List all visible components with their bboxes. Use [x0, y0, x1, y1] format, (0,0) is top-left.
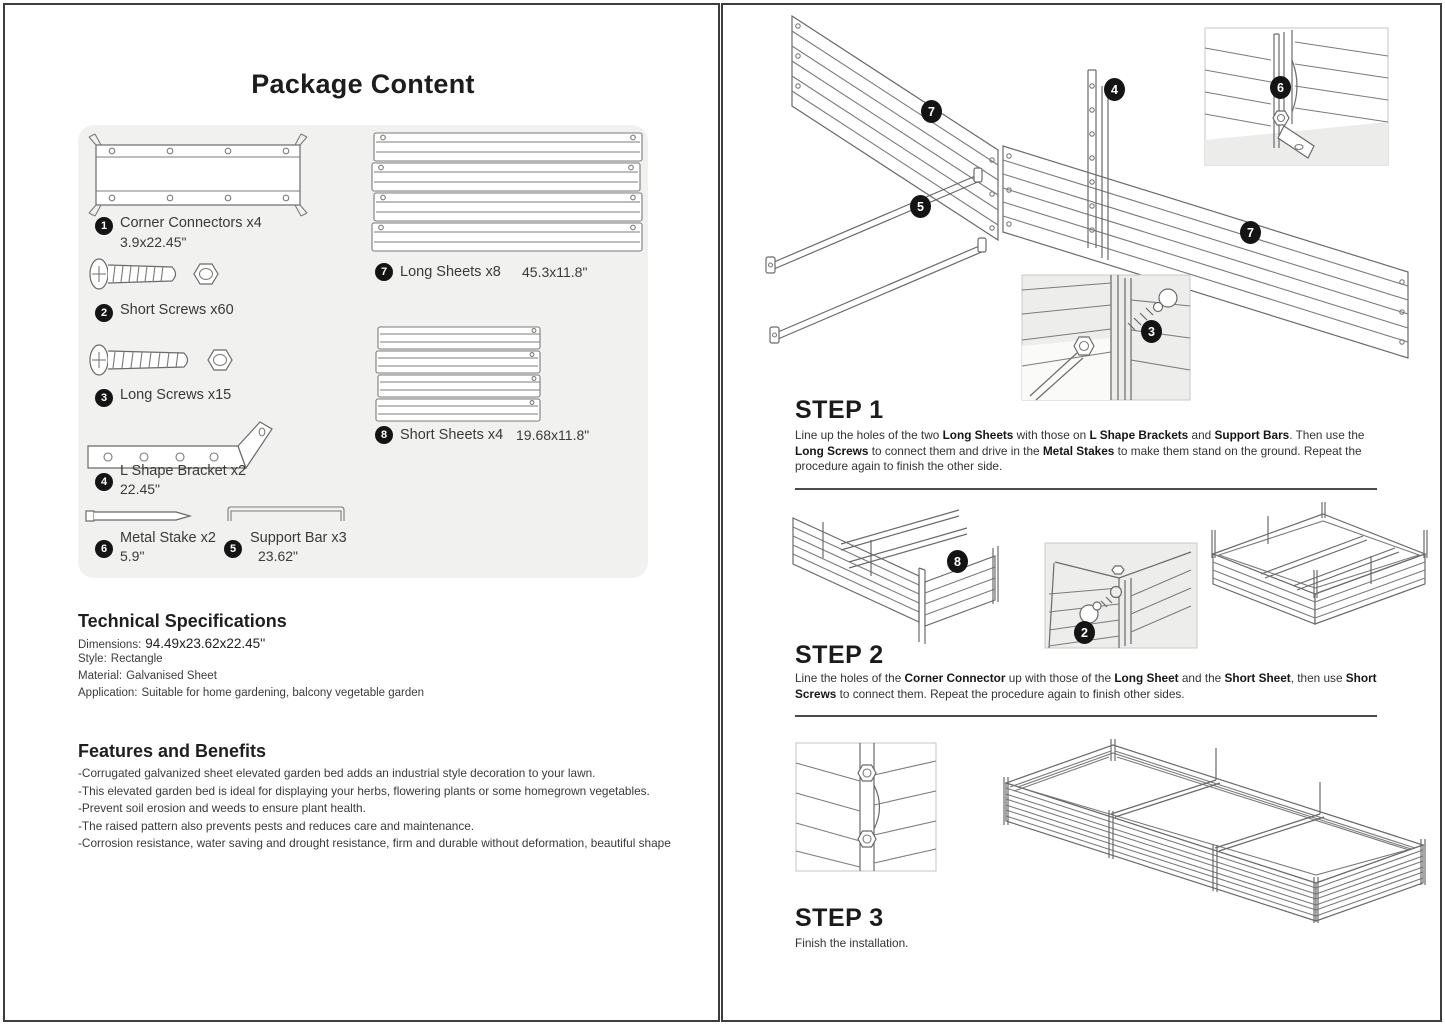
spec-row: Style: Rectangle [78, 653, 163, 665]
divider-rule [795, 715, 1377, 717]
tech-specs-heading: Technical Specifications [78, 611, 287, 631]
corner-connector-drawing [86, 133, 314, 219]
short-screw-drawing [86, 251, 246, 297]
part-number-badge: 3 [95, 389, 113, 407]
diagram-badge-short-screw: 2 [1074, 621, 1095, 644]
step3-heading: STEP 3 [795, 904, 884, 932]
step1-heading: STEP 1 [795, 396, 884, 424]
feature-item: -The raised pattern also prevents pests and reduces care and maintenance. [78, 818, 475, 833]
support-bar-drawing [220, 503, 352, 525]
part-dimension: 23.62" [258, 548, 299, 564]
spec-row: Dimensions: 94.49x23.62x22.45'' [78, 636, 266, 651]
step3-text: Finish the installation. [795, 936, 909, 950]
step3-diagram [723, 733, 1435, 928]
long-sheets-drawing [372, 131, 646, 255]
tech-specs-list [78, 636, 424, 704]
part-number-badge: 6 [95, 540, 113, 558]
part-label: Short Screws x60 [120, 302, 234, 318]
feature-item: -Corrosion resistance, water saving and drought resistance, firm and durable without deformation, beautiful shape [78, 836, 671, 850]
part-number-badge: 4 [95, 473, 113, 491]
part-dimension: 5.9" [120, 548, 145, 564]
part-number-badge: 7 [375, 263, 393, 281]
diagram-badge-long-screw: 3 [1141, 320, 1162, 343]
feature-item: -Corrugated galvanized sheet elevated garden bed adds an industrial style decoration to your lawn. [78, 766, 596, 780]
diagram-badge-l-bracket: 4 [1104, 78, 1125, 101]
step2-heading: STEP 2 [795, 641, 884, 669]
part-number-badge: 2 [95, 304, 113, 322]
part-label: Long Screws x15 [120, 387, 232, 403]
part-number-badge: 5 [224, 540, 242, 558]
part-label: L Shape Bracket x2 [120, 463, 247, 479]
part-label: Corner Connectors x4 [120, 215, 262, 231]
features-list [78, 766, 671, 854]
part-dimension: 3.9x22.45" [120, 234, 187, 250]
package-content-panel [3, 3, 720, 1022]
diagram-badge-long-sheet: 7 [921, 100, 942, 123]
part-dimension: 45.3x11.8" [522, 264, 588, 280]
spec-row: Material: Galvanised Sheet [78, 670, 217, 682]
short-sheets-drawing [376, 325, 546, 421]
assembly-steps-panel [721, 3, 1442, 1022]
part-number-badge: 8 [375, 426, 393, 444]
part-number-badge: 1 [95, 217, 113, 235]
features-heading: Features and Benefits [78, 741, 267, 761]
part-dimension: 19.68x11.8" [516, 427, 590, 443]
part-label: Long Sheets x8 [400, 264, 501, 280]
diagram-badge-support-bar: 5 [910, 195, 931, 218]
long-screw-drawing [86, 337, 261, 383]
parts-box [78, 125, 648, 578]
step1-text: Line up the holes of the two Long Sheets with those on L Shape Brackets and Support Bars. Then use the Long Screws to connect them and drive in the Metal Stakes to make them stand on the ground. Repeat the procedure again to finish the other side. [795, 428, 1365, 473]
feature-item: -This elevated garden bed is ideal for displaying your herbs, flowering plants or some homegrown vegetables. [78, 783, 650, 798]
feature-item: -Prevent soil erosion and weeds to ensure plant health. [78, 801, 366, 815]
diagram-badge-short-sheet: 8 [947, 550, 968, 573]
metal-stake-drawing [84, 507, 196, 525]
part-label: Metal Stake x2 [120, 530, 216, 546]
step1-diagram [722, 0, 1434, 400]
diagram-badge-long-sheet-right: 7 [1240, 221, 1261, 244]
diagram-badge-metal-stake: 6 [1270, 76, 1291, 99]
divider-rule [795, 488, 1377, 490]
spec-row: Application: Suitable for home gardening, balcony vegetable garden [78, 687, 425, 699]
part-label: Support Bar x3 [250, 530, 347, 546]
page-title: Package Content [251, 69, 475, 99]
step2-text: Line the holes of the Corner Connector up with those of the Long Sheet and the Short Sheet, then use Short Screws to connect them. Repeat the procedure again to finish other sides. [795, 671, 1377, 701]
part-label: Short Sheets x4 [400, 427, 504, 443]
part-dimension: 22.45" [120, 481, 161, 497]
